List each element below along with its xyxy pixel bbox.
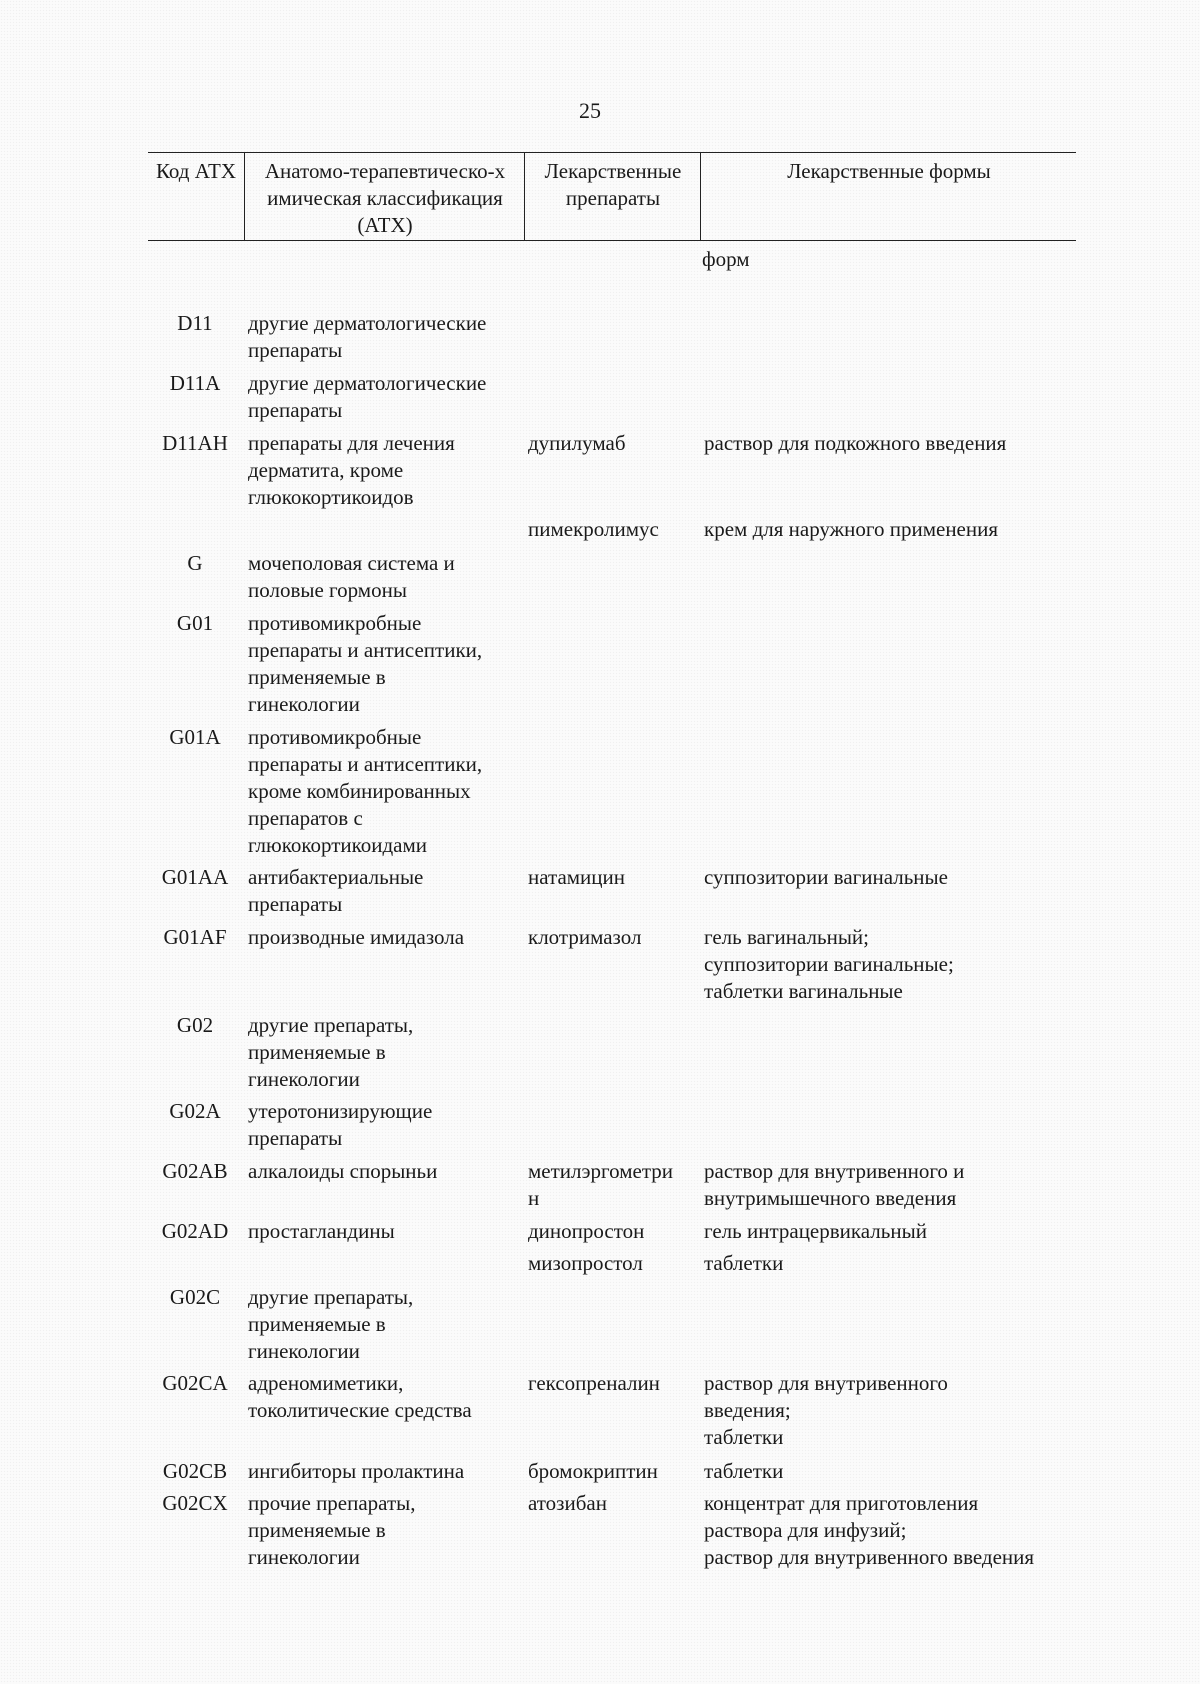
- carryover-form-text: форм: [702, 247, 750, 271]
- table-row-classification: другие препараты, применяемые в гинекологии: [248, 1285, 414, 1363]
- table-row-drug: атозибан: [528, 1491, 607, 1515]
- table-row-code: G01: [176, 611, 214, 635]
- table-row-code: D11A: [169, 371, 221, 395]
- column-divider: [244, 153, 245, 241]
- table-row-drug: мизопростол: [528, 1251, 643, 1275]
- table-row-code: G01AA: [161, 865, 229, 889]
- table-row-code: G02AD: [161, 1219, 229, 1243]
- table-row-drug: бромокриптин: [528, 1459, 658, 1483]
- header-code: Код АТХ: [155, 159, 237, 183]
- table-row-drug: натамицин: [528, 865, 626, 889]
- header-drugs: Лекарственные препараты: [544, 159, 682, 210]
- table-row-form: таблетки: [704, 1459, 784, 1483]
- table-row-code: G01A: [169, 725, 221, 749]
- table-row-form: таблетки: [704, 1251, 784, 1275]
- table-row-classification: ингибиторы пролактина: [248, 1459, 465, 1483]
- table-row-drug: пимекролимус: [528, 517, 659, 541]
- table-row-code: G02CB: [162, 1459, 228, 1483]
- table-row-classification: другие препараты, применяемые в гинекологии: [248, 1013, 414, 1091]
- table-row-classification: производные имидазола: [248, 925, 465, 949]
- table-row-form: раствор для внутривенного и внутримышечного введения: [704, 1159, 965, 1210]
- table-header-bottom-rule: [148, 240, 1076, 241]
- table-row-classification: другие дерматологические препараты: [248, 311, 487, 362]
- table-row-classification: адреномиметики, токолитические средства: [248, 1371, 472, 1422]
- table-row-drug: гексопреналин: [528, 1371, 660, 1395]
- table-row-classification: простагландины: [248, 1219, 395, 1243]
- header-classification: Анатомо-терапевтическо-х имическая классификация (АТХ): [264, 159, 506, 237]
- table-row-drug: дупилумаб: [528, 431, 626, 455]
- table-row-code: G02C: [169, 1285, 221, 1309]
- table-row-code: G02AB: [162, 1159, 228, 1183]
- table-row-form: крем для наружного применения: [704, 517, 999, 541]
- column-divider: [700, 153, 701, 241]
- table-row-drug: клотримазол: [528, 925, 642, 949]
- header-forms: Лекарственные формы: [787, 159, 991, 183]
- table-row-form: гель вагинальный; суппозитории вагинальные; таблетки вагинальные: [704, 925, 954, 1003]
- table-row-code: G02: [176, 1013, 214, 1037]
- table-row-code: G02A: [169, 1099, 221, 1123]
- table-row-code: D11AH: [162, 431, 228, 455]
- table-row-classification: мочеполовая система и половые гормоны: [248, 551, 455, 602]
- table-row-code: G02CX: [162, 1491, 228, 1515]
- table-row-code: G: [187, 551, 203, 575]
- table-row-drug: метилэргометри н: [528, 1159, 673, 1210]
- table-row-classification: противомикробные препараты и антисептики, кроме комбинированных препаратов с глюкокортикоидами: [248, 725, 483, 857]
- table-row-classification: препараты для лечения дерматита, кроме глюкокортикоидов: [248, 431, 455, 509]
- page-number: 25: [579, 98, 601, 123]
- table-row-classification: прочие препараты, применяемые в гинекологии: [248, 1491, 416, 1569]
- table-row-form: концентрат для приготовления раствора для инфузий; раствор для внутривенного введения: [704, 1491, 1035, 1569]
- table-top-rule: [148, 152, 1076, 153]
- table-row-code: G01AF: [163, 925, 227, 949]
- table-row-form: гель интрацервикальный: [704, 1219, 927, 1243]
- column-divider: [524, 153, 525, 241]
- table-row-classification: противомикробные препараты и антисептики, применяемые в гинекологии: [248, 611, 483, 716]
- table-row-code: G02CA: [162, 1371, 228, 1395]
- table-row-classification: утеротонизирующие препараты: [248, 1099, 433, 1150]
- table-row-form: раствор для подкожного введения: [704, 431, 1007, 455]
- table-row-drug: динопростон: [528, 1219, 645, 1243]
- table-row-classification: антибактериальные препараты: [248, 865, 424, 916]
- table-row-form: раствор для внутривенного введения; таблетки: [704, 1371, 948, 1449]
- table-row-form: суппозитории вагинальные: [704, 865, 948, 889]
- table-row-classification: алкалоиды спорыньи: [248, 1159, 438, 1183]
- table-row-code: D11: [177, 311, 213, 335]
- table-row-classification: другие дерматологические препараты: [248, 371, 487, 422]
